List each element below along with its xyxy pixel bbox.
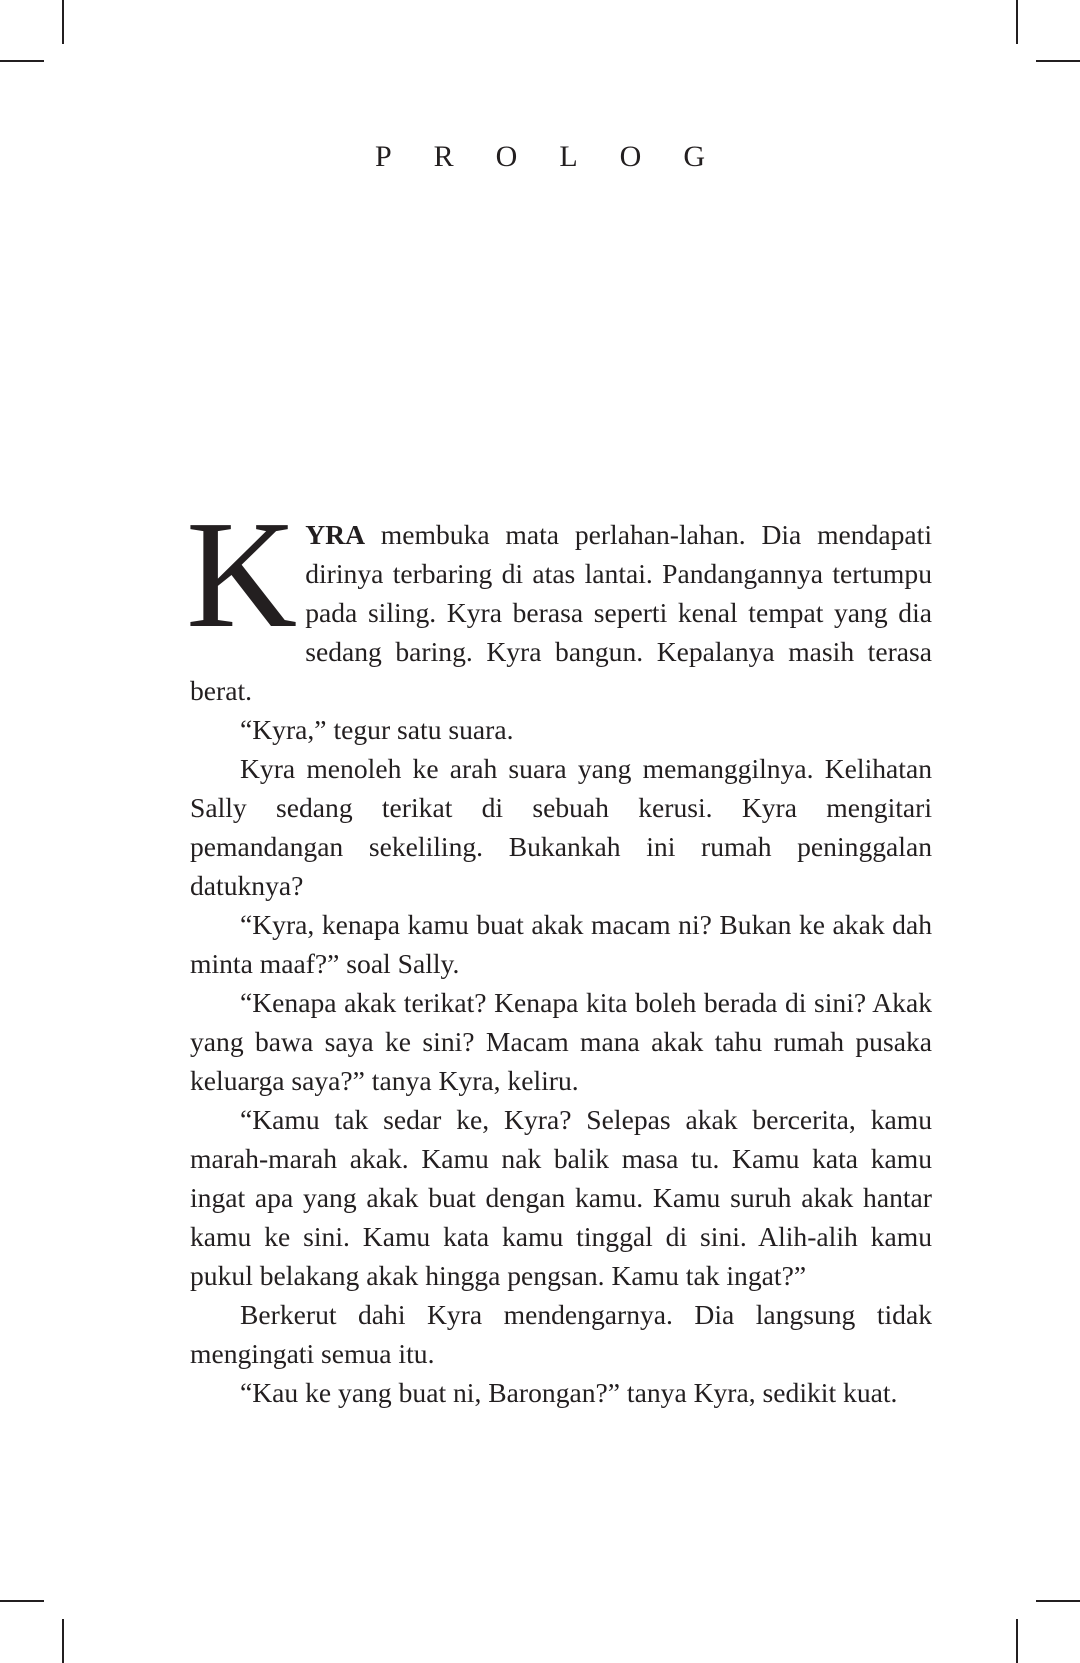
paragraph: “Kenapa akak terikat? Kenapa kita boleh berada di sini? Akak yang bawa saya ke sini? Macam mana akak tahu rumah pusaka keluarga saya?” tanya Kyra, keliru. [190,987,932,1096]
chapter-body [186,490,932,1412]
crop-mark-top-right-horizontal [1036,60,1080,62]
crop-mark-bottom-left-vertical [62,1619,64,1663]
opening-paragraph [186,490,932,710]
crop-mark-top-right-vertical [1016,0,1018,44]
crop-mark-bottom-right-horizontal [1036,1600,1080,1602]
paragraph: “Kamu tak sedar ke, Kyra? Selepas akak bercerita, kamu marah-marah akak. Kamu nak balik masa tu. Kamu kata kamu ingat apa yang akak buat dengan kamu. Kamu suruh akak hantar kamu ke sini. Kamu kata kamu tinggal di sini. Alih-alih kamu pukul belakang akak hingga pengsan. Kamu tak ingat?” [190,1104,932,1291]
paragraph: “Kau ke yang buat ni, Barongan?” tanya Kyra, sedikit kuat. [240,1377,898,1408]
paragraph: Berkerut dahi Kyra mendengarnya. Dia langsung tidak mengingati semua itu. [190,1299,932,1369]
opening-text: membuka mata perlahan-lahan. Dia mendapati dirinya terbaring di atas lantai. Pandangannya tertumpu pada siling. Kyra berasa seperti kenal tempat yang dia sedang baring. Kyra bangun. Kepalanya masih terasa berat. [190,519,932,706]
paragraph: Kyra menoleh ke arah suara yang memanggilnya. Kelihatan Sally sedang terikat di sebuah kerusi. Kyra mengitari pemandangan sekeliling. Bukankah ini rumah peninggalan datuknya? [190,753,932,901]
crop-mark-bottom-right-vertical [1016,1619,1018,1663]
crop-mark-bottom-left-horizontal [0,1600,44,1602]
chapter-title: PROLOG [374,140,747,173]
paragraph: “Kyra, kenapa kamu buat akak macam ni? Bukan ke akak dah minta maaf?” soal Sally. [190,909,932,979]
drop-cap: K [186,490,298,660]
lead-word: YRA [305,519,366,550]
crop-mark-top-left-horizontal [0,60,44,62]
paragraph: “Kyra,” tegur satu suara. [240,714,514,745]
crop-mark-top-left-vertical [62,0,64,44]
